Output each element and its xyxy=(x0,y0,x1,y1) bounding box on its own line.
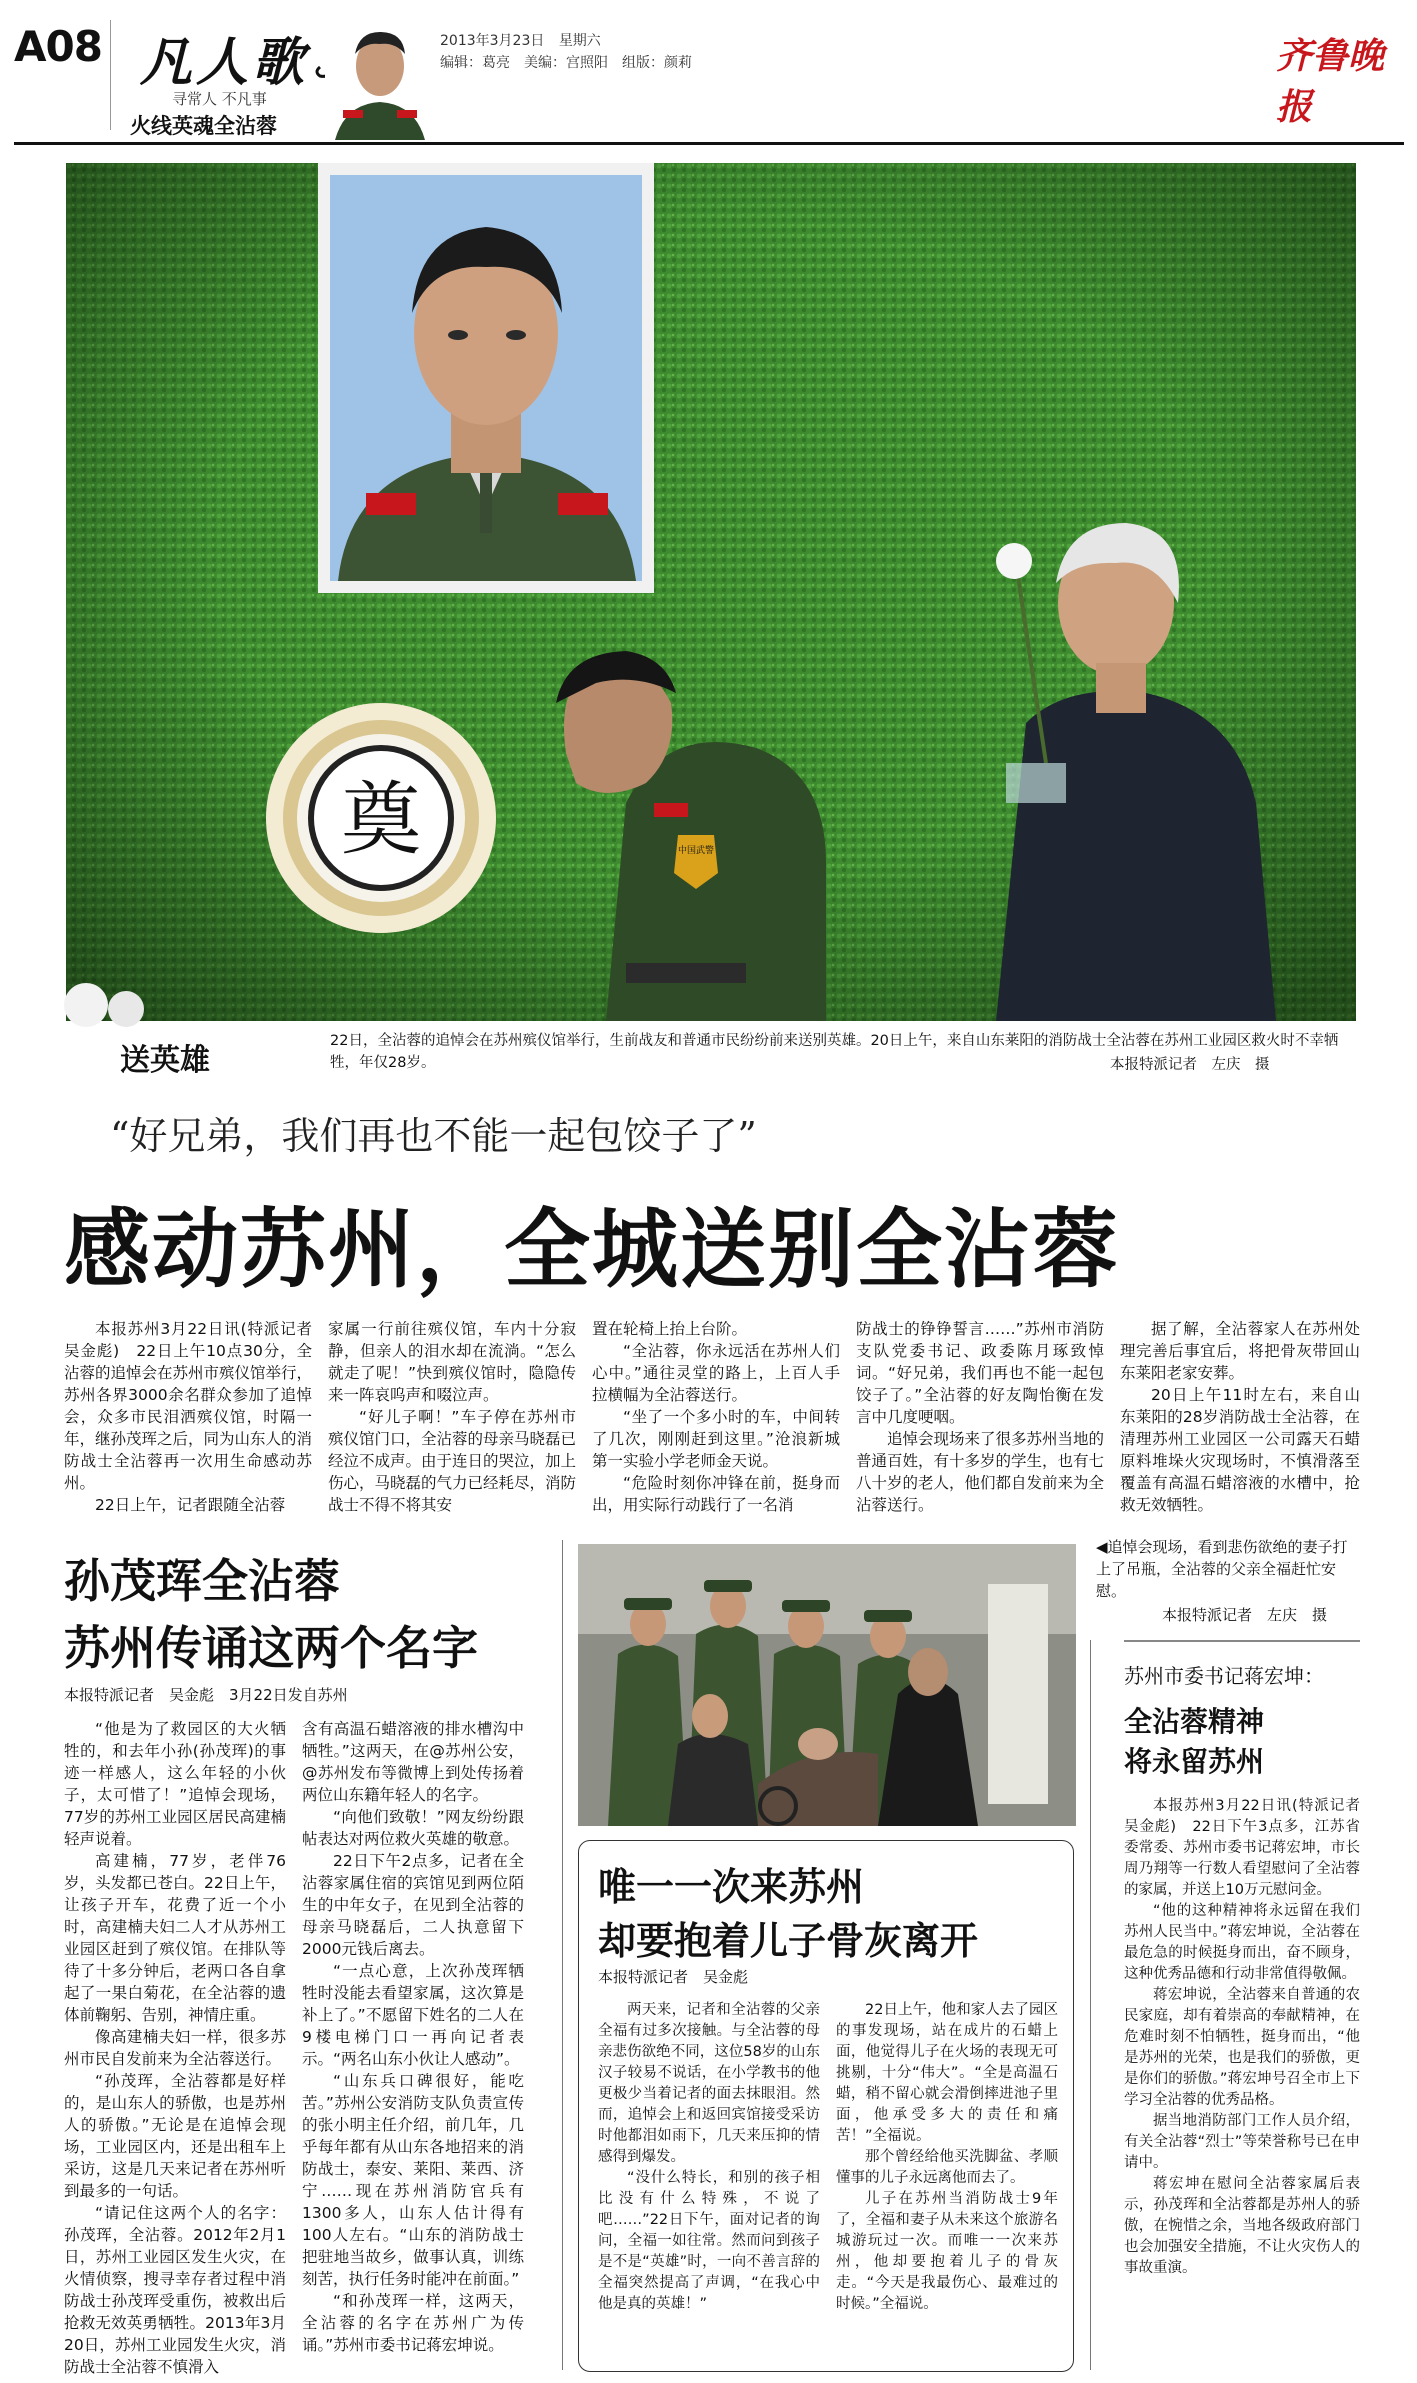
story-left-column-1 xyxy=(64,1718,286,2376)
lead-c2-p1: 家属一行前往殡仪馆，车内十分寂静，但亲人的泪水却在流淌。“怎么就走了呢！”快到殡仪馆时，隐隐传来一阵哀呜声和啜泣声。 xyxy=(328,1320,576,1404)
series-title: 火线英魂全沾蓉 xyxy=(130,114,277,138)
mourners-scene xyxy=(578,1544,1076,1826)
box-c2-p1: 22日上午，他和家人去了园区的事发现场，站在成片的石蜡上面，他觉得儿子在火场的表现无可挑剔，十分“伟大”。“全是高温石蜡，稍不留心就会滑倒摔进池子里面，他承受多大的责任和痛苦！”全福说。 xyxy=(836,2002,1058,2144)
sl-c2-p6: “和孙茂珲一样，这两天，全沾蓉的名字在苏州广为传诵。”苏州市委书记蒋宏坤说。 xyxy=(302,2292,524,2354)
lead-c5-p1: 据了解，全沾蓉家人在苏州处理完善后事宜后，将把骨灰带回山东莱阳老家安葬。 xyxy=(1120,1320,1360,1382)
sl-c2-p3: 22日下午2点多，记者在全沾蓉家属住宿的宾馆见到两位陌生的中年女子，在见到全沾蓉的母亲马晓磊后，二人执意留下2000元钱后离去。 xyxy=(302,1852,524,1958)
story-left-column-2 xyxy=(302,1718,524,2358)
side-p5: 蒋宏坤在慰问全沾蓉家属后表示，孙茂珲和全沾蓉都是苏州人的骄傲，在惋惜之余，当地各级政府部门也会加强安全措施，不让火灾伤人的事故重演。 xyxy=(1124,2176,1360,2276)
story-left-byline: 本报特派记者 吴金彪 3月22日发自苏州 xyxy=(64,1686,348,1704)
main-photo xyxy=(66,163,1356,1021)
box-title-1: 唯一一次来苏州 xyxy=(598,1865,865,1909)
headline-kicker: “好兄弟，我们再也不能一起包饺子了” xyxy=(110,1114,757,1158)
issue-date xyxy=(440,30,601,50)
lead-c4-p2: 追悼会现场来了很多苏州当地的普通百姓，有十多岁的学生，也有七八十岁的老人，他们都自发前来为全沾蓉送行。 xyxy=(856,1430,1105,1514)
header-rule xyxy=(14,142,1404,145)
side-title-2: 将永留苏州 xyxy=(1124,1745,1265,1778)
side-top-rule xyxy=(1124,1640,1360,1642)
divider-left-mid xyxy=(562,1540,563,2370)
sl-c1-p2: 高建楠，77岁，老伴76岁，头发都已苍白。22日上午，让孩子开车，花费了近一个小时，高建楠夫妇二人才从苏州工业园区赶到了殡仪馆。在排队等待了十多分钟后，老两口各自拿起了一果白菊花，在全沾蓉的遗体前鞠躬、告别，神情庄重。 xyxy=(64,1852,286,2024)
story-left-title-2: 苏州传诵这两个名字 xyxy=(64,1621,478,1675)
side-p4: 据当地消防部门工作人员介绍，有关全沾蓉“烈士”等荣誉称号已在申请中。 xyxy=(1124,2113,1360,2171)
lead-column-5 xyxy=(1120,1318,1360,1514)
box-byline: 本报特派记者 吴金彪 xyxy=(598,1968,749,1986)
side-body xyxy=(1124,1796,1375,2372)
sl-c2-p1: 含有高温石蜡溶液的排水槽沟中牺牲。”这两天，在@苏州公安，@苏州发布等微博上到处传扬着两位山东籍年轻人的名字。 xyxy=(302,1720,524,1804)
photo-label: 送英雄 xyxy=(120,1043,210,1078)
side-title-1: 全沾蓉精神 xyxy=(1124,1705,1265,1738)
memorial-hall-scene xyxy=(66,163,1356,1021)
lead-c3-p2: “全沾蓉，你永远活在苏州人们心中。”通往灵堂的路上，上百人手拉横幅为全沾蓉送行。 xyxy=(592,1342,840,1404)
mourners-credit: 本报特派记者 左庆 摄 xyxy=(1162,1606,1328,1624)
newspaper-logo: 齐鲁晚报 xyxy=(1276,35,1385,128)
badge-text: 中国武警 xyxy=(677,846,715,856)
box-c2-p2: 那个曾经给他买洗脚盆、孝顺懂事的儿子永远离他而去了。 xyxy=(836,2149,1058,2186)
header-divider xyxy=(110,20,111,130)
sl-c2-p5: “山东兵口碑很好，能吃苦。”苏州公安消防支队负责宣传的张小明主任介绍，前几年，几乎每年都有从山东各地招来的消防战士，泰安、莱阳、莱西、济宁……现在苏州消防官兵有1300多人，山东人估计得有100人左右。“山东的消防战士把驻地当故乡，做事认真，训练刻苦，执行任务时能冲在前面。” xyxy=(302,2072,524,2288)
side-p1: 本报苏州3月22日讯(特派记者 吴金彪) 22日下午3点多，江苏省委常委、苏州市委书记蒋宏坤，市长周乃翔等一行数人看望慰问了全沾蓉的家属，并送上10万元慰问金。 xyxy=(1124,1798,1375,1898)
lead-c4-p1: 防战士的铮铮誓言……”苏州市消防支队党委书记、政委陈月琢致悼词。“好兄弟，我们再也不能一起包饺子了。”全沾蓉的好友陶怡衡在发言中几度哽咽。 xyxy=(856,1320,1104,1426)
sl-c2-p4: “一点心意，上次孙茂珲牺牲时没能去看望家属，这次算是补上了。”不愿留下姓名的二人在9楼电梯门口一再向记者表示。“两名山东小伙让人感动”。 xyxy=(302,1962,524,2068)
wreath-character: 奠 xyxy=(341,773,421,866)
column-title: 凡人歌 xyxy=(140,32,309,93)
photo-credit: 本报特派记者 左庆 摄 xyxy=(1110,1057,1270,1073)
lead-column-3 xyxy=(592,1318,840,1514)
mourners-caption-text: 追悼会现场，看到悲伤欲绝的妻子打上了吊瓶，全沾蓉的父亲全福赶忙安慰。 xyxy=(1096,1538,1348,1600)
side-p3: 蒋宏坤说，全沾蓉来自普通的农民家庭，却有着崇高的奉献精神，在危难时刻不怕牺牲，挺身而出，“他是苏州的光荣，也是我们的骄傲，更是你们的骄傲。”蒋宏坤号召全市上下学习全沾蓉的优秀品格。 xyxy=(1124,1987,1360,2108)
editor-credits: 编辑：葛亮 美编：宫照阳 组版：颜莉 xyxy=(440,55,692,71)
lead-column-1 xyxy=(64,1318,328,1514)
side-kicker: 苏州市委书记蒋宏坤： xyxy=(1124,1664,1324,1688)
lead-c2-p2: “好儿子啊！”车子停在苏州市殡仪馆门口，全沾蓉的母亲马晓磊已经泣不成声。由于连日的哭泣，加上伤心，马晓磊的气力已经耗尽，消防战士不得不将其安 xyxy=(328,1408,577,1514)
photo-caption-text: 22日，全沾蓉的追悼会在苏州殡仪馆举行，生前战友和普通市民纷纷前来送别英雄。20日上午，来自山东莱阳的消防战士全沾蓉在苏州工业园区救火时不幸牺牲，年仅28岁。 xyxy=(330,1033,1339,1071)
box-c2-p3: 儿子在苏州当消防战士9年了，全福和妻子从未来这个旅游名城游玩过一次。而唯一一次来苏州，他却要抱着儿子的骨灰走。“今天是我最伤心、最难过的时候。”全福说。 xyxy=(836,2191,1058,2312)
lead-c1-p2: 22日上午，记者跟随全沾蓉 xyxy=(95,1496,286,1514)
lead-c3-p3: “坐了一个多小时的车，中间转了几次，刚刚赶到这里。”沧浪新城第一实验小学老师金天说。 xyxy=(592,1408,840,1470)
arrow-left-icon: ◀ xyxy=(1096,1538,1108,1556)
weekday-text: 星期六 xyxy=(558,33,601,49)
lead-c3-p1: 置在轮椅上抬上台阶。 xyxy=(592,1320,748,1338)
sl-c1-p4: “孙茂珲，全沾蓉都是好样的，是山东人的骄傲，也是苏州人的骄傲。”无论是在追悼会现场，工业园区内，还是出租车上采访，这是几天来记者在苏州听到最多的一句话。 xyxy=(64,2072,286,2200)
lead-c3-p4: “危险时刻你冲锋在前，挺身而出，用实际行动践行了一名消 xyxy=(592,1474,840,1514)
divider-mid-right xyxy=(1090,1640,1091,2370)
box-title-2: 却要抱着儿子骨灰离开 xyxy=(598,1919,979,1963)
headline-main: 感动苏州，全城送别全沾蓉 xyxy=(64,1200,1120,1300)
sl-c1-p3: 像高建楠夫妇一样，很多苏州市民自发前来为全沾蓉送行。 xyxy=(64,2028,286,2068)
mourners-photo xyxy=(578,1544,1076,1826)
box-column-2 xyxy=(836,2000,1058,2360)
lead-c1-p1: 本报苏州3月22日讯(特派记者 吴金彪) 22日上午10点30分，全沾蓉的追悼会在苏州市殡仪馆举行，苏州各界3000余名群众参加了追悼会，众多市民泪洒殡仪馆，时隔一年，继孙茂珲之后，同为山东人的消防战士全沾蓉再一次用生命感动苏州。 xyxy=(64,1320,328,1492)
sl-c1-p1: “他是为了救园区的大火牺牲的，和去年小孙(孙茂珲)的事迹一样感人，这么年轻的小伙子，太可惜了！”追悼会现场，77岁的苏州工业园区居民高建楠轻声说着。 xyxy=(64,1720,286,1848)
box-c1-p1: 两天来，记者和全沾蓉的父亲全福有过多次接触。与全沾蓉的母亲悲伤欲绝不同，这位58岁的山东汉子较易不说话，在小学教书的他更极少当着记者的面去抹眼泪。然而，追悼会上和返回宾馆接受采访时他都泪如雨下，几天来压抑的情感得到爆发。 xyxy=(598,2002,820,2165)
lead-column-2 xyxy=(328,1318,576,1514)
story-left-title-1: 孙茂珲全沾蓉 xyxy=(64,1554,340,1608)
box-c1-p2: “没什么特长，和别的孩子相比没有什么特殊，不说了吧……”22日下午，面对记者的询问，全福一如往常。然而问到孩子是不是“英雄”时，一向不善言辞的全福突然提高了声调，“在我心中他是真的英雄！” xyxy=(598,2170,820,2312)
box-column-1 xyxy=(598,2000,820,2360)
soldier-portrait-thumb xyxy=(325,14,435,140)
side-p2: “他的这种精神将永远留在我们苏州人民当中。”蒋宏坤说，全沾蓉在最危急的时候挺身而出，奋不顾身，这种优秀品德和行动非常值得敬佩。 xyxy=(1124,1903,1360,1982)
sl-c1-p5: “请记住这两个人的名字：孙茂珲，全沾蓉。2012年2月1日，苏州工业园区发生火灾，在火情侦察，搜寻幸存者过程中消防战士孙茂珲受重伤，被救出后抢救无效英勇牺牲。2013年3月20日，苏州工业园发生火灾，消防战士全沾蓉不慎滑入 xyxy=(64,2204,286,2376)
mourners-caption xyxy=(1096,1536,1358,1602)
page-number: A08 xyxy=(14,22,102,71)
sl-c2-p2: “向他们致敬！”网友纷纷跟帖表达对两位救火英雄的敬意。 xyxy=(302,1808,524,1848)
date-text: 2013年3月23日 xyxy=(440,33,545,49)
lead-c5-p2: 20日上午11时左右，来自山东莱阳的28岁消防战士全沾蓉，在清理苏州工业园区一公司露天石蜡原料堆垛火灾现场时，不慎滑落至覆盖有高温石蜡溶液的水槽中，抢救无效牺牲。 xyxy=(1120,1386,1360,1514)
column-subtitle: 寻常人 不凡事 xyxy=(172,90,267,108)
lead-column-4 xyxy=(856,1318,1104,1514)
